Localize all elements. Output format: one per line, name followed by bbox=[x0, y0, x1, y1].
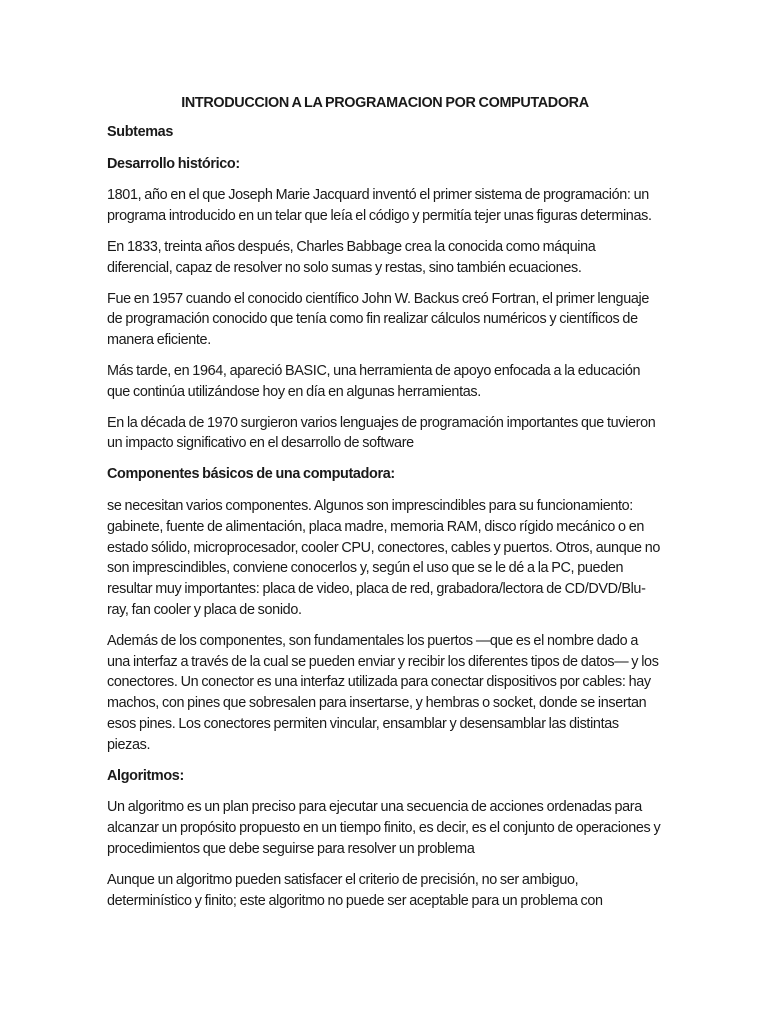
document-title: INTRODUCCION A LA PROGRAMACION POR COMPUTADORA bbox=[181, 95, 589, 111]
historico-paragraph-1801: 1801, año en el que Joseph Marie Jacquard inventó el primer sistema de programación: un programa introducido en un telar que leía el código y permitía tejer unas figuras determinas. bbox=[107, 187, 652, 225]
algoritmos-paragraph-definicion: Un algoritmo es un plan preciso para ejecutar una secuencia de acciones ordenadas para alcanzar un propósito propuesto en un tiempo finito, es decir, es el conjunto de operaciones y procedimientos que debe seguirse para resolver un problema bbox=[107, 799, 661, 857]
subtemas-heading: Subtemas bbox=[107, 123, 173, 140]
componentes-heading: Componentes básicos de una computadora: bbox=[107, 466, 395, 483]
historico-paragraph-1957: Fue en 1957 cuando el conocido científico John W. Backus creó Fortran, el primer lenguaje de programación conocido que tenía como fin realizar cálculos numéricos y científicos de manera eficiente. bbox=[107, 290, 649, 349]
algoritmos-heading: Algoritmos: bbox=[107, 767, 184, 784]
historico-paragraph-1964: Más tarde, en 1964, apareció BASIC, una herramienta de apoyo enfocada a la educación que continúa utilizándose hoy en día en algunas herramientas. bbox=[107, 362, 641, 400]
componentes-paragraph-list: se necesitan varios componentes. Algunos son imprescindibles para su funcionamiento: gabinete, fuente de alimentación, placa madre, memoria RAM, disco rígido mecánico o en estado sólido, microprocesador, cooler CPU, conectores, cables y puertos. Otros, aunque no son imprescindibles, conviene conocerlos y, según el uso que se le dé a la PC, pueden resultar muy importantes: placa de video, placa de red, grabadora/lectora de CD/DVD/Blu-ray, fan cooler y placa de sonido. bbox=[107, 497, 661, 618]
historico-paragraph-1970: En la década de 1970 surgieron varios lenguajes de programación importantes que tuvieron un impacto significativo en el desarrollo de software bbox=[107, 414, 656, 452]
componentes-paragraph-puertos: Además de los componentes, son fundamentales los puertos —que es el nombre dado a una interfaz a través de la cual se pueden enviar y recibir los diferentes tipos de datos— y los conectores. Un conector es una interfaz utilizada para conectar dispositivos por cables: hay machos, con pines que sobresalen para insertarse, y hembras o socket, donde se insertan esos pines. Los conectores permiten vincular, ensamblar y desensamblar las distintas piezas. bbox=[107, 632, 659, 753]
document-body bbox=[107, 93, 663, 921]
historico-paragraph-1833: En 1833, treinta años después, Charles Babbage crea la conocida como máquina diferencial, capaz de resolver no solo sumas y restas, sino también ecuaciones. bbox=[107, 238, 596, 276]
algoritmos-paragraph-criterio: Aunque un algoritmo pueden satisfacer el criterio de precisión, no ser ambiguo, determinístico y finito; este algoritmo no puede ser aceptable para un problema con bbox=[107, 871, 603, 909]
historico-heading: Desarrollo histórico: bbox=[107, 155, 240, 172]
